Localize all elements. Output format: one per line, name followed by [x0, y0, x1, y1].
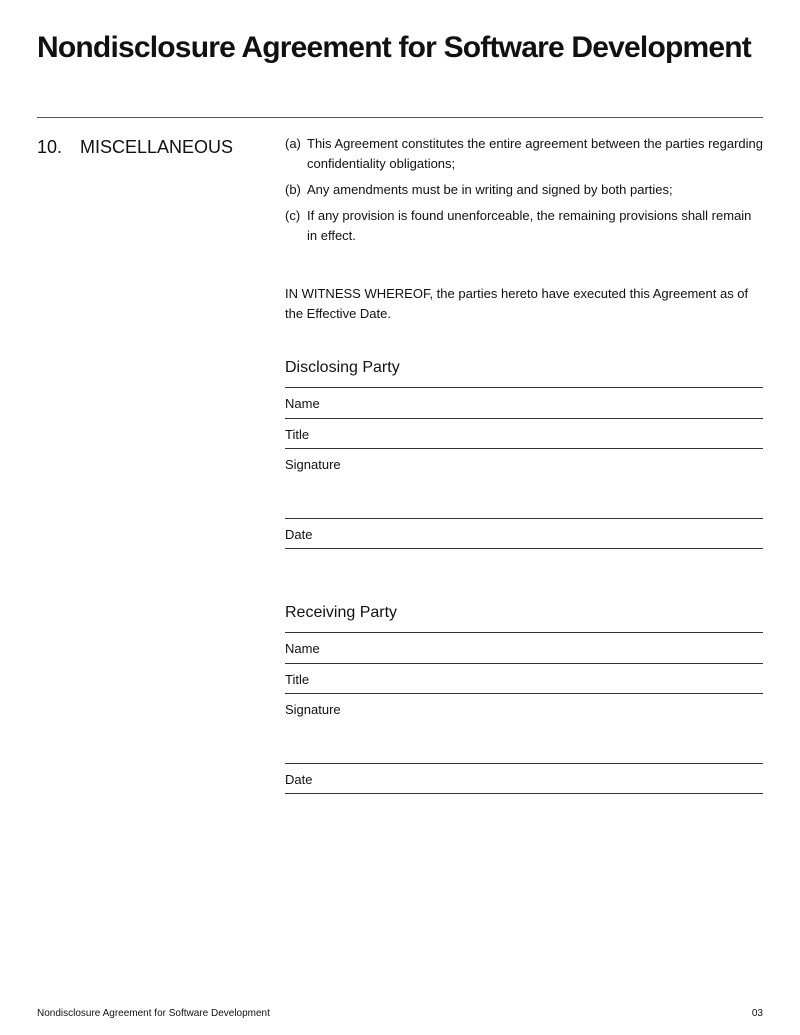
footer-title: Nondisclosure Agreement for Software Development [37, 1008, 270, 1019]
clause-c [285, 206, 765, 246]
signature-line [285, 448, 763, 449]
clause-text: This Agreement constitutes the entire agreement between the parties regarding confidentiality obligations; [307, 136, 763, 171]
receiving-title-field[interactable]: Title [285, 672, 310, 687]
section-number: 10. [37, 137, 63, 157]
clause-text: Any amendments must be in writing and signed by both parties; [307, 182, 673, 197]
document-title: Nondisclosure Agreement for Software Development [37, 31, 751, 64]
clause-a [285, 134, 765, 174]
disclosing-party-heading: Disclosing Party [285, 359, 400, 376]
signature-line [285, 548, 763, 549]
disclosing-signature-field[interactable]: Signature [285, 457, 341, 472]
signature-line [285, 418, 763, 419]
clause-label: (c) [285, 208, 301, 223]
disclosing-name-field[interactable]: Name [285, 396, 320, 411]
clause-label: (b) [285, 182, 301, 197]
witness-statement: IN WITNESS WHEREOF, the parties hereto have executed this Agreement as of the Effective Date. [285, 286, 749, 321]
section-title: MISCELLANEOUS [80, 137, 234, 157]
clause-b [285, 180, 765, 200]
receiving-name-field[interactable]: Name [285, 641, 320, 656]
signature-line [285, 693, 763, 694]
clause-text: If any provision is found unenforceable, the remaining provisions shall remain in effect. [307, 208, 752, 243]
disclosing-title-field[interactable]: Title [285, 427, 310, 442]
signature-line [285, 663, 763, 664]
signature-line [285, 763, 763, 764]
clause-label: (a) [285, 136, 301, 151]
disclosing-date-field[interactable]: Date [285, 527, 313, 542]
receiving-party-heading: Receiving Party [285, 604, 398, 621]
signature-line [285, 793, 763, 794]
signature-line [285, 518, 763, 519]
header-divider [37, 117, 763, 118]
page-number: 03 [751, 1008, 763, 1019]
receiving-date-field[interactable]: Date [285, 772, 313, 787]
receiving-signature-field[interactable]: Signature [285, 702, 341, 717]
signature-line [285, 632, 763, 633]
clause-list [285, 134, 765, 252]
signature-line [285, 387, 763, 388]
